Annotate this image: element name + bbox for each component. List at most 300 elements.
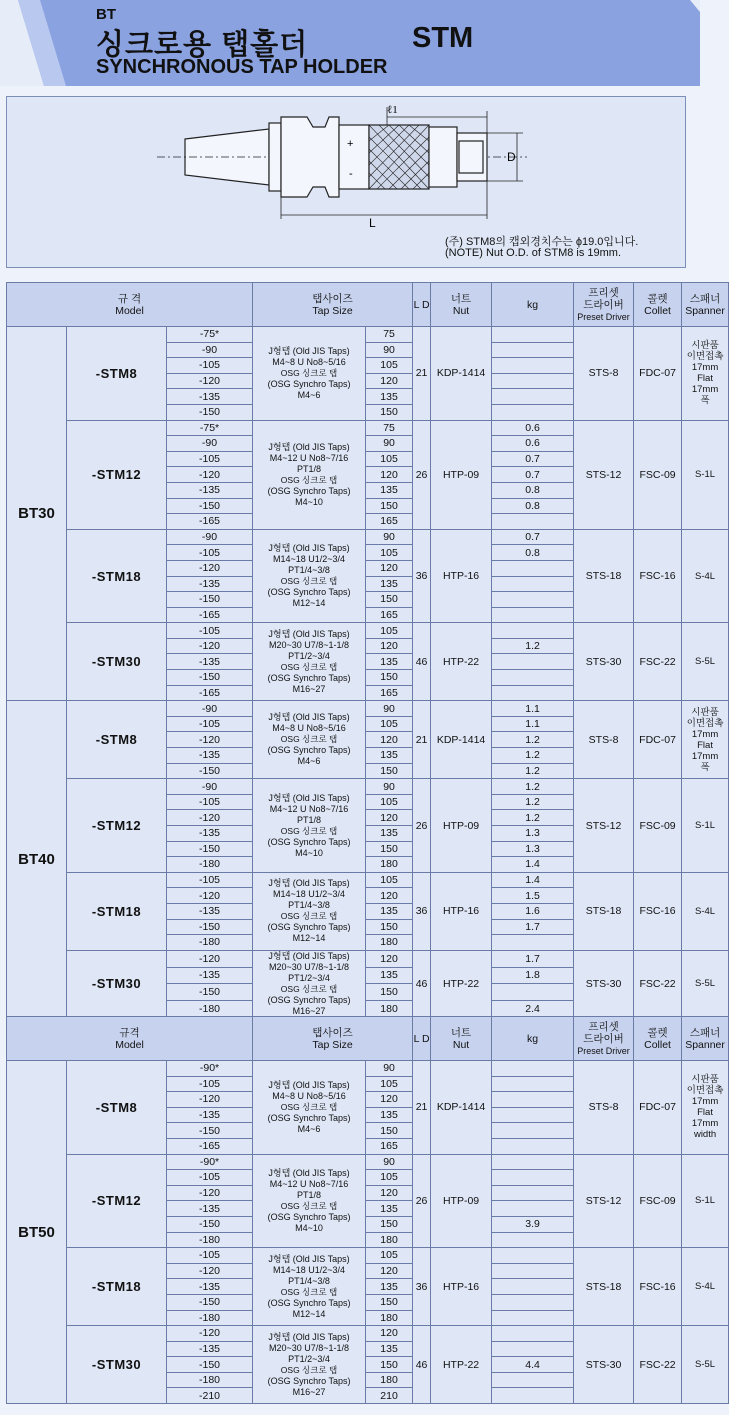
model-suffix: -150 [167,841,253,857]
collet-code: FDC-07 [634,327,682,421]
spanner-line: width [693,1129,717,1141]
model-suffix: -120 [167,810,253,826]
model-suffix: -105 [167,872,253,888]
label-minus: - [349,168,353,180]
diameter-d: 21 [413,701,431,779]
preset-driver-code: STS-30 [574,950,634,1017]
model-suffix: -105 [167,623,253,639]
weight-kg [492,685,574,701]
tap-size-text [253,1326,366,1404]
length-l: 165 [366,514,413,530]
spanner-line: 17mm [691,362,719,374]
spanner-line: 이면접촉 [686,717,724,729]
tap-size-line: (OSG Synchro Taps) [267,745,351,756]
tap-size-line: M4~12 U No8~7/16 [269,452,349,463]
diameter-d: 36 [413,1248,431,1326]
tap-size-line: J형탭 (Old JIS Taps) [268,1331,350,1342]
model-suffix: -75* [167,327,253,343]
model-suffix: -210 [167,1388,253,1404]
diameter-d: 46 [413,950,431,1017]
weight-kg: 1.2 [492,810,574,826]
nut-code: KDP-1414 [431,701,492,779]
spanner-line: 17mm [691,1118,719,1130]
preset-driver-code: STS-30 [574,623,634,701]
weight-kg [492,1326,574,1342]
spanner-code: S-4L [682,1248,729,1326]
diameter-d: 26 [413,779,431,873]
weight-kg [492,1123,574,1139]
tap-size-line: PT1/4~3/8 [288,900,330,911]
th-ld: L D [413,283,431,327]
length-l: 180 [366,1372,413,1388]
note-kr: (주) STM8의 캡외경치수는 ϕ19.0입니다. [445,236,639,248]
tap-size-line: J형탭 (Old JIS Taps) [268,1253,350,1264]
model-name: -STM18 [67,529,167,623]
spec-table-bt30-bt40 [6,282,729,1018]
weight-kg [492,1310,574,1326]
nut-code: HTP-22 [431,950,492,1017]
length-l: 105 [366,1170,413,1186]
weight-kg [492,984,574,1001]
model-suffix: -120 [167,467,253,483]
length-l: 120 [366,1263,413,1279]
model-suffix: -150 [167,498,253,514]
weight-kg [492,935,574,951]
length-l: 75 [366,327,413,343]
table-row [7,623,729,639]
table-row [7,1326,729,1342]
model-suffix: -135 [167,748,253,764]
tap-size-line: PT1/8 [297,463,322,474]
model-suffix: -135 [167,389,253,405]
diameter-d: 21 [413,1061,431,1155]
weight-kg [492,1076,574,1092]
tap-size-line: M4~10 [295,496,323,507]
diameter-d: 36 [413,872,431,950]
table-row [7,327,729,343]
length-l: 150 [366,404,413,420]
tap-size-line: (OSG Synchro Taps) [267,672,351,683]
length-l: 120 [366,950,413,967]
model-suffix: -135 [167,1341,253,1357]
collet-code: FSC-16 [634,529,682,623]
length-l: 120 [366,1326,413,1342]
note-en: (NOTE) Nut O.D. of STM8 is 19mm. [445,247,622,259]
tap-size-line: M20~30 U7/8~1-1/8 [269,1342,350,1353]
tap-size-line: J형탭 (Old JIS Taps) [268,345,350,356]
model-suffix: -180 [167,935,253,951]
tap-size-line: J형탭 (Old JIS Taps) [268,712,350,723]
length-l: 180 [366,935,413,951]
th-ld: L D [413,1017,431,1061]
length-l: 210 [366,1388,413,1404]
model-name: -STM30 [67,623,167,701]
spanner-line: Flat [697,1107,713,1119]
tap-size-line: M4~8 U No8~5/16 [272,356,346,367]
model-name: -STM12 [67,779,167,873]
diameter-d: 36 [413,529,431,623]
preset-driver-code: STS-18 [574,872,634,950]
preset-driver-code: STS-18 [574,529,634,623]
tap-size-line: OSG 싱크로 탭 [280,576,338,586]
preset-driver-code: STS-8 [574,327,634,421]
tap-size-line: (OSG Synchro Taps) [267,994,351,1005]
length-l: 105 [366,1248,413,1264]
weight-kg: 0.7 [492,451,574,467]
spanner-code: S-4L [682,529,729,623]
tap-size-line: M4~8 U No8~5/16 [272,1090,346,1101]
weight-kg [492,1092,574,1108]
nut-code: HTP-16 [431,1248,492,1326]
preset-driver-code: STS-8 [574,1061,634,1155]
model-suffix: -150 [167,670,253,686]
model-suffix: -120 [167,732,253,748]
model-suffix: -105 [167,1170,253,1186]
tap-size-text [253,623,366,701]
collet-code: FSC-22 [634,623,682,701]
spanner-line: Flat [697,373,713,385]
model-name: -STM18 [67,872,167,950]
model-suffix: -150 [167,1294,253,1310]
table-row [7,701,729,717]
tap-size-line: M20~30 U7/8~1-1/8 [269,639,350,650]
tap-size-line: J형탭 (Old JIS Taps) [268,543,350,553]
tap-size-line: J형탭 (Old JIS Taps) [268,1079,350,1090]
spec-table-bt50 [6,1016,729,1404]
model-suffix: -120 [167,373,253,389]
length-l: 105 [366,872,413,888]
tap-size-line: J형탭 (Old JIS Taps) [268,878,350,889]
length-l: 180 [366,1310,413,1326]
length-l: 120 [366,373,413,389]
nut-code: HTP-22 [431,623,492,701]
weight-kg [492,576,574,592]
length-l: 120 [366,732,413,748]
spanner-line: 17mm [691,384,719,396]
nut-code: HTP-16 [431,872,492,950]
weight-kg [492,1107,574,1123]
model-suffix: -90* [167,1061,253,1077]
table-row [7,1248,729,1264]
spanner-code [682,1061,729,1155]
weight-kg: 1.4 [492,872,574,888]
preset-driver-code: STS-18 [574,1248,634,1326]
weight-kg: 1.1 [492,701,574,717]
weight-kg: 0.6 [492,420,574,436]
tap-size-line: M14~18 U1/2~3/4 [273,554,346,564]
tap-size-line: PT1/8 [297,1189,322,1200]
model-name: -STM8 [67,327,167,421]
length-l: 90 [366,342,413,358]
weight-kg [492,389,574,405]
weight-kg [492,560,574,576]
length-l: 75 [366,420,413,436]
tap-size-text [253,1061,366,1155]
collet-code: FSC-09 [634,779,682,873]
length-l: 90 [366,701,413,717]
th-nut: 너트 Nut [431,1017,492,1061]
preset-driver-code: STS-12 [574,1154,634,1248]
weight-kg: 1.5 [492,888,574,904]
tap-size-line: OSG 싱크로 탭 [280,474,338,485]
length-l: 135 [366,1107,413,1123]
tap-size-line: M14~18 U1/2~3/4 [273,1264,346,1275]
length-l: 90 [366,1154,413,1170]
length-l: 120 [366,560,413,576]
table-header-row [7,283,729,327]
page-header [0,0,700,90]
length-l: 105 [366,794,413,810]
table-row [7,420,729,436]
model-name: -STM8 [67,1061,167,1155]
length-l: 135 [366,576,413,592]
length-l: 180 [366,1001,413,1018]
model-name: -STM30 [67,1326,167,1404]
weight-kg: 1.7 [492,919,574,935]
tap-size-line: (OSG Synchro Taps) [267,378,351,389]
model-suffix: -180 [167,1001,253,1018]
length-l: 180 [366,857,413,873]
weight-kg: 1.3 [492,841,574,857]
length-l: 135 [366,903,413,919]
diameter-d: 46 [413,1326,431,1404]
length-l: 135 [366,967,413,984]
weight-kg [492,1232,574,1248]
model-suffix: -120 [167,950,253,967]
weight-kg [492,1341,574,1357]
tap-size-line: OSG 싱크로 탭 [280,911,338,922]
model-suffix: -105 [167,358,253,374]
tap-size-line: M4~6 [297,1123,321,1134]
th-kg: kg [492,283,574,327]
length-l: 105 [366,623,413,639]
model-suffix: -120 [167,1263,253,1279]
length-l: 150 [366,1294,413,1310]
length-l: 150 [366,1216,413,1232]
model-suffix: -90* [167,1154,253,1170]
weight-kg: 1.6 [492,903,574,919]
header-title-en: SYNCHRONOUS TAP HOLDER [96,56,388,78]
model-suffix: -180 [167,857,253,873]
nut-code: HTP-09 [431,1154,492,1248]
length-l: 105 [366,716,413,732]
spanner-line: 이면접촉 [686,351,724,363]
length-l: 120 [366,638,413,654]
model-suffix: -90 [167,342,253,358]
spanner-code: S-5L [682,950,729,1017]
diameter-d: 26 [413,1154,431,1248]
spanner-line: 시판품 [691,340,719,352]
length-l: 150 [366,919,413,935]
label-d: D [507,150,516,164]
tap-size-text [253,950,366,1017]
length-l: 120 [366,888,413,904]
nut-code: HTP-09 [431,779,492,873]
weight-kg [492,342,574,358]
model-name: -STM12 [67,1154,167,1248]
tap-size-line: M4~10 [295,847,323,858]
tap-size-line: M12~14 [292,1308,326,1319]
spanner-code [682,701,729,779]
tap-size-line: PT1/4~3/8 [288,1275,330,1286]
tap-size-line: M4~8 U No8~5/16 [272,723,346,734]
tap-size-line: M16~27 [292,1386,326,1397]
spanner-code: S-1L [682,779,729,873]
weight-kg: 0.7 [492,529,574,545]
weight-kg [492,327,574,343]
tap-size-line: OSG 싱크로 탭 [280,1101,338,1112]
length-l: 105 [366,1076,413,1092]
tap-size-line: OSG 싱크로 탭 [280,983,338,994]
collet-code: FDC-07 [634,701,682,779]
tap-size-line: (OSG Synchro Taps) [267,1375,351,1386]
length-l: 120 [366,1092,413,1108]
weight-kg: 1.2 [492,638,574,654]
model-suffix: -90 [167,779,253,795]
tap-size-text [253,701,366,779]
tap-size-line: (OSG Synchro Taps) [267,485,351,496]
model-suffix: -105 [167,794,253,810]
length-l: 135 [366,654,413,670]
th-kg: kg [492,1017,574,1061]
weight-kg: 1.2 [492,732,574,748]
tap-size-line: M4~12 U No8~7/16 [269,803,349,814]
length-l: 120 [366,1185,413,1201]
collet-code: FSC-22 [634,950,682,1017]
model-suffix: -150 [167,763,253,779]
weight-kg [492,514,574,530]
th-collet: 콜렛 Collet [634,283,682,327]
weight-kg [492,1154,574,1170]
model-name: -STM30 [67,950,167,1017]
tap-size-text [253,327,366,421]
collet-code: FSC-09 [634,1154,682,1248]
model-suffix: -105 [167,451,253,467]
model-suffix: -120 [167,1185,253,1201]
tap-size-text [253,529,366,623]
length-l: 150 [366,841,413,857]
tap-size-line: J형탭 (Old JIS Taps) [268,950,350,961]
weight-kg: 1.2 [492,794,574,810]
length-l: 135 [366,826,413,842]
th-preset-driver: 프리셋 드라이버 Preset Driver [574,283,634,327]
weight-kg [492,592,574,608]
diameter-d: 21 [413,327,431,421]
weight-kg [492,1185,574,1201]
tap-size-line: OSG 싱크로 탭 [280,1200,338,1211]
model-suffix: -135 [167,903,253,919]
model-suffix: -150 [167,919,253,935]
model-suffix: -90 [167,529,253,545]
nut-code: HTP-16 [431,529,492,623]
weight-kg: 0.8 [492,545,574,561]
model-suffix: -105 [167,1076,253,1092]
weight-kg: 1.2 [492,763,574,779]
length-l: 165 [366,1138,413,1154]
tap-size-line: (OSG Synchro Taps) [267,587,351,597]
spanner-line: 17mm [691,728,719,740]
tap-size-line: (OSG Synchro Taps) [267,836,351,847]
weight-kg [492,1294,574,1310]
th-nut: 너트 Nut [431,283,492,327]
model-suffix: -135 [167,654,253,670]
th-tap-size: 탭사이즈 Tap Size [253,1017,413,1061]
weight-kg [492,607,574,623]
nut-code: HTP-22 [431,1326,492,1404]
label-l: L [369,216,376,230]
length-l: 105 [366,545,413,561]
weight-kg [492,1170,574,1186]
weight-kg [492,1138,574,1154]
weight-kg [492,1061,574,1077]
tap-size-text [253,1154,366,1248]
weight-kg: 0.8 [492,498,574,514]
spanner-line: 시판품 [691,706,719,718]
weight-kg: 0.6 [492,436,574,452]
collet-code: FSC-22 [634,1326,682,1404]
model-suffix: -180 [167,1372,253,1388]
model-suffix: -150 [167,1357,253,1373]
model-suffix: -135 [167,1279,253,1295]
model-suffix: -135 [167,576,253,592]
length-l: 105 [366,451,413,467]
weight-kg [492,1279,574,1295]
weight-kg: 1.1 [492,716,574,732]
preset-driver-code: STS-12 [574,420,634,529]
weight-kg [492,404,574,420]
model-suffix: -120 [167,1326,253,1342]
weight-kg: 1.8 [492,967,574,984]
model-suffix: -135 [167,967,253,984]
weight-kg: 1.7 [492,950,574,967]
length-l: 135 [366,748,413,764]
weight-kg: 0.7 [492,467,574,483]
nut-code: KDP-1414 [431,327,492,421]
tap-size-line: M4~10 [295,1222,323,1233]
preset-driver-code: STS-12 [574,779,634,873]
diameter-d: 26 [413,420,431,529]
nut-code: HTP-09 [431,420,492,529]
length-l: 150 [366,592,413,608]
length-l: 180 [366,1232,413,1248]
model-suffix: -120 [167,888,253,904]
tap-size-line: M12~14 [292,598,326,608]
spanner-line: 폭 [700,761,710,773]
table-row [7,529,729,545]
model-suffix: -105 [167,1248,253,1264]
table-row [7,872,729,888]
table-row [7,1154,729,1170]
tap-size-line: OSG 싱크로 탭 [280,661,338,672]
weight-kg: 0.8 [492,482,574,498]
length-l: 150 [366,984,413,1001]
weight-kg [492,358,574,374]
tap-size-text [253,1248,366,1326]
table-row [7,779,729,795]
diameter-d: 46 [413,623,431,701]
length-l: 165 [366,607,413,623]
length-l: 150 [366,763,413,779]
spanner-line: Flat [697,739,713,751]
tap-size-line: OSG 싱크로 탭 [280,1364,338,1375]
tap-size-line: OSG 싱크로 탭 [280,734,338,745]
model-name: -STM8 [67,701,167,779]
tap-size-line: M16~27 [292,1005,326,1016]
spanner-line: 시판품 [691,1074,719,1086]
spanner-code: S-5L [682,1326,729,1404]
model-suffix: -105 [167,716,253,732]
tap-size-line: M20~30 U7/8~1-1/8 [269,961,350,972]
